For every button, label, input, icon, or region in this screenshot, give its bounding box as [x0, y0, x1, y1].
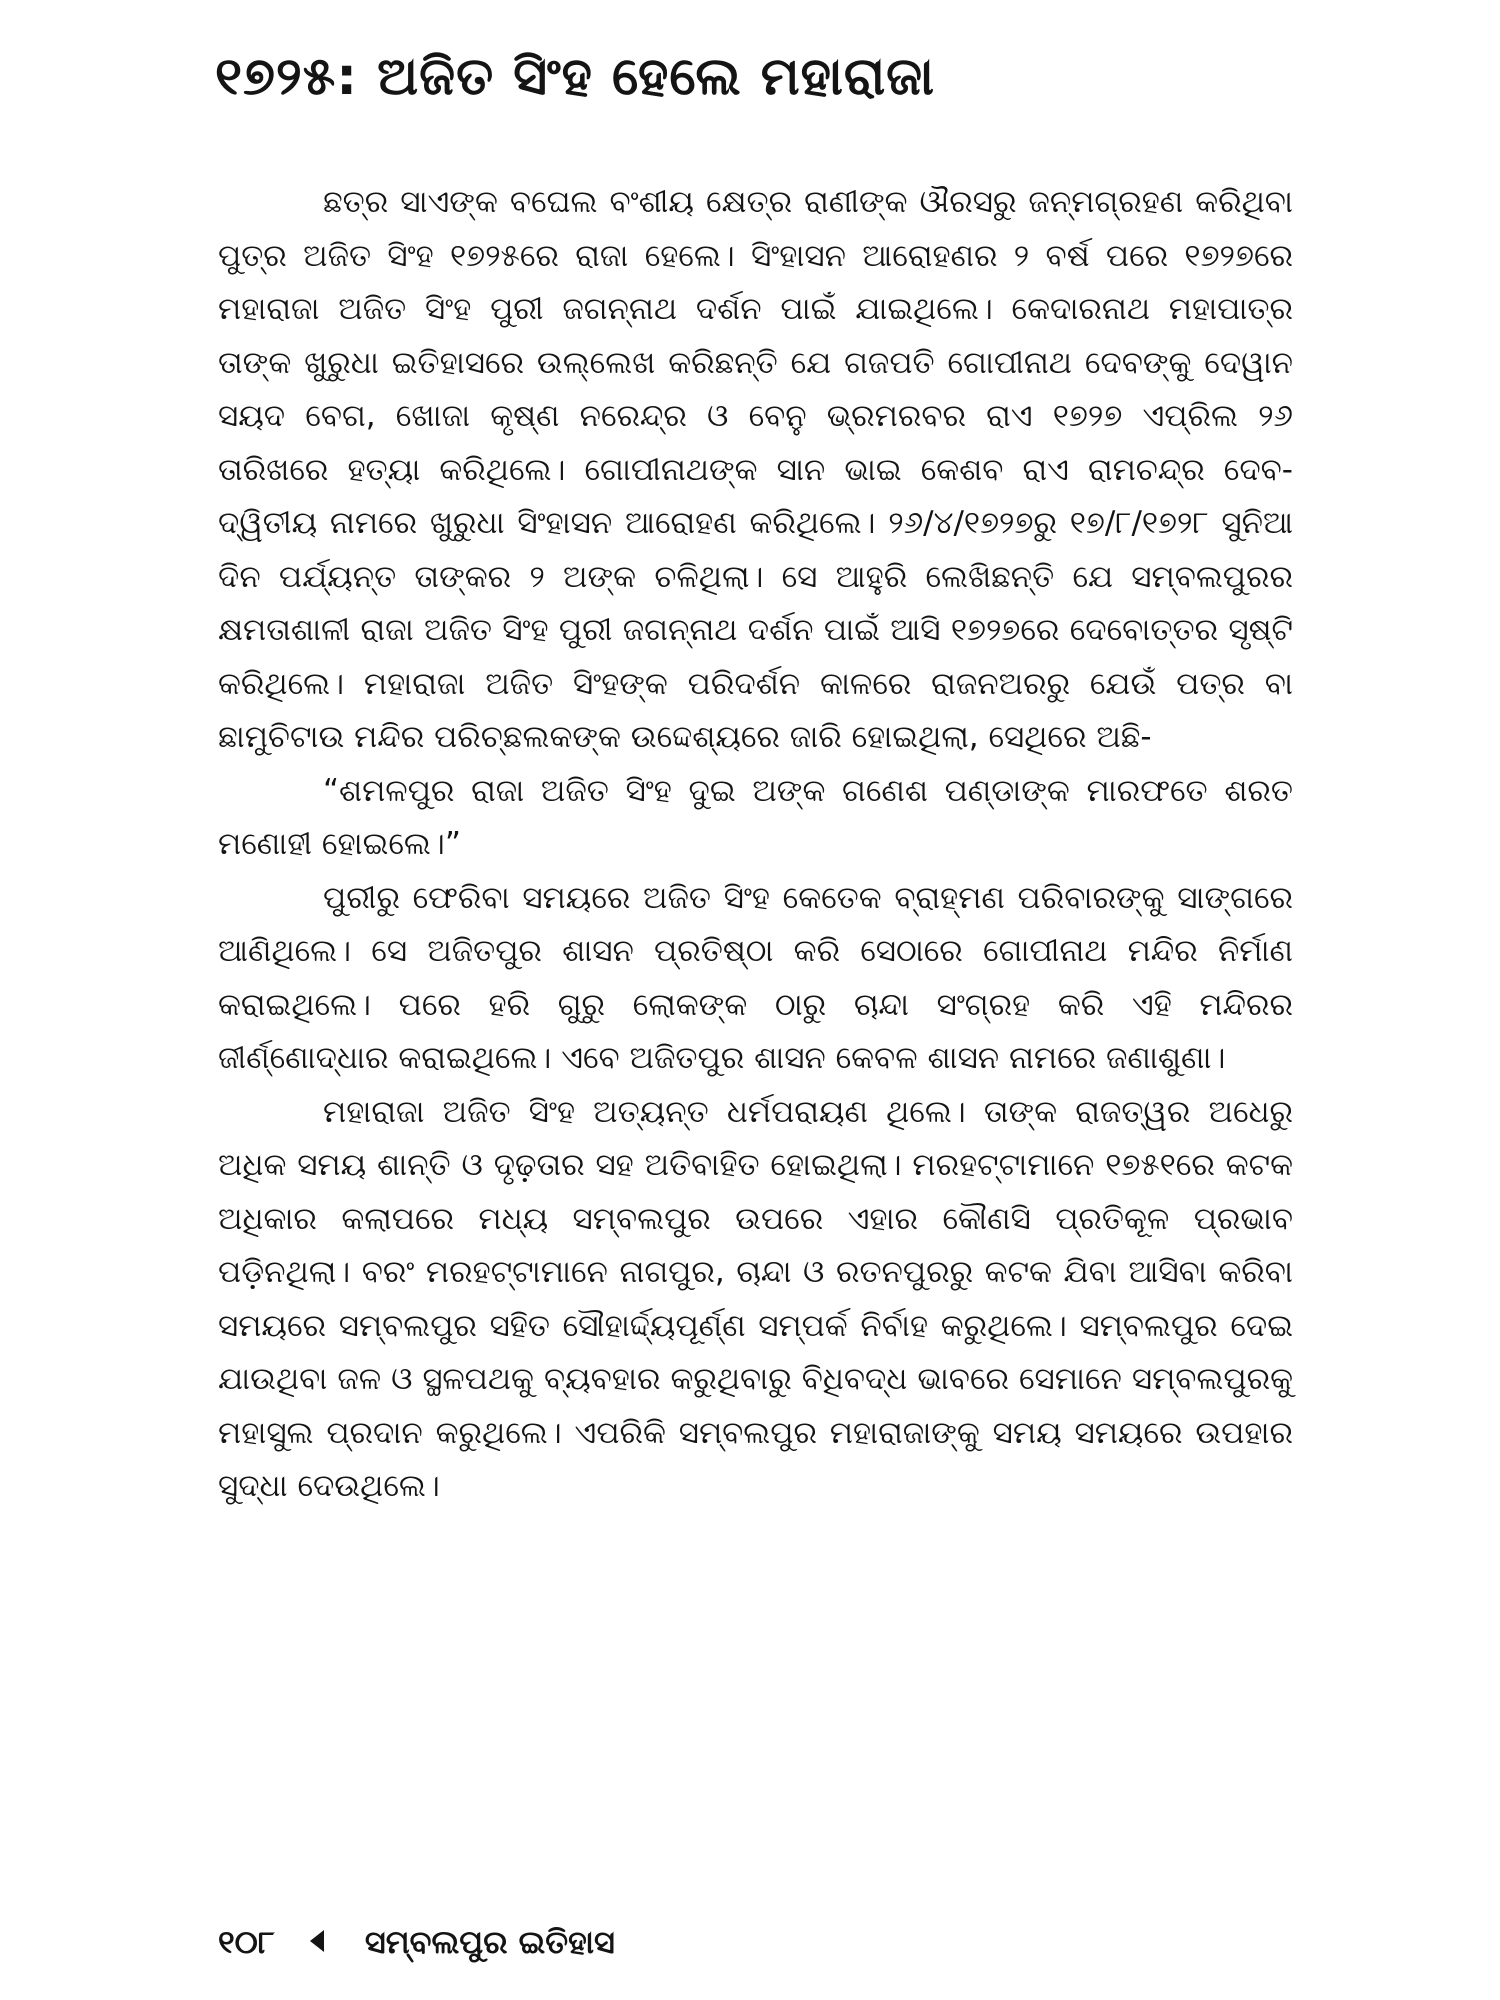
page-number: ୧୦୮	[218, 1923, 275, 1961]
paragraph-3: ମହାରାଜା ଅଜିତ ସିଂହ ଅତ୍ୟନ୍ତ ଧର୍ମପରାୟଣ ଥିଲେ। ତାଙ୍କ ରାଜତ୍ୱର ଅଧେରୁ ଅଧିକ ସମୟ ଶାନ୍ତି ଓ ଦୃଢ଼ତାର ସହ ଅତିବାହିତ ହୋଇଥିଲା। ମରହଟ୍ଟାମାନେ ୧୭୫୧ରେ କଟକ ଅଧିକାର କଲାପରେ ମଧ୍ୟ ସମ୍ବଲପୁର ଉପରେ ଏହାର କୌଣସି ପ୍ରତିକୂଳ ପ୍ରଭାବ ପଡ଼ିନଥିଲା। ବରଂ ମରହଟ୍ଟାମାନେ ନାଗପୁର, ଚାନ୍ଦା ଓ ରତନପୁରରୁ କଟକ ଯିବା ଆସିବା କରିବା ସମୟରେ ସମ୍ବଲପୁର ସହିତ ସୌହାର୍ଦ୍ଦ୍ୟପୂର୍ଣ୍ଣ ସମ୍ପର୍କ ନିର୍ବାହ କରୁଥିଲେ। ସମ୍ବଲପୁର ଦେଇ ଯାଉଥିବା ଜଳ ଓ ସ୍ଥଳପଥକୁ ବ୍ୟବହାର କରୁଥିବାରୁ ବିଧିବଦ୍ଧ ଭାବରେ ସେମାନେ ସମ୍ବଲପୁରକୁ ମହାସୁଲ ପ୍ରଦାନ କରୁଥିଲେ। ଏପରିକି ସମ୍ବଲପୁର ମହାରାଜାଙ୍କୁ ସମୟ ସମୟରେ ଉପହାର ସୁଦ୍ଧା ଦେଉଥିଲେ।	[218, 1093, 1293, 1504]
book-title: ସମ୍ବଲପୁର ଇତିହାସ	[364, 1923, 615, 1961]
paragraph-1: ଛତ୍ର ସାଏଙ୍କ ବଘେଲ ବଂଶୀୟ କ୍ଷେତ୍ର ରାଣୀଙ୍କ ଔରସରୁ ଜନ୍ମଗ୍ରହଣ କରିଥିବା ପୁତ୍ର ଅଜିତ ସିଂହ ୧୭୨୫ରେ ରାଜା ହେଲେ। ସିଂହାସନ ଆରୋହଣର ୨ ବର୍ଷ ପରେ ୧୭୨୭ରେ ମହାରାଜା ଅଜିତ ସିଂହ ପୁରୀ ଜଗନ୍ନାଥ ଦର୍ଶନ ପାଇଁ ଯାଇଥିଲେ। କେଦାରନାଥ ମହାପାତ୍ର ତାଙ୍କ ଖୁରୁଧା ଇତିହାସରେ ଉଲ୍ଲେଖ କରିଛନ୍ତି ଯେ ଗଜପତି ଗୋପୀନାଥ ଦେବଙ୍କୁ ଦେୱାନ ସୟଦ ବେଗ, ଖୋଜା କୃଷ୍ଣ ନରେନ୍ଦ୍ର ଓ ବେନୁ ଭ୍ରମରବର ରାଏ ୧୭୨୭ ଏପ୍ରିଲ ୨୬ ତାରିଖରେ ହତ୍ୟା କରିଥିଲେ। ଗୋପୀନାଥଙ୍କ ସାନ ଭାଇ କେଶବ ରାଏ ରାମଚନ୍ଦ୍ର ଦେବ- ଦ୍ୱିତୀୟ ନାମରେ ଖୁରୁଧା ସିଂହାସନ ଆରୋହଣ କରିଥିଲେ। ୨୬/୪/୧୭୨୭ରୁ ୧୭/୮/୧୭୨୮ ସୁନିଆ ଦିନ ପର୍ଯ୍ୟନ୍ତ ତାଙ୍କର ୨ ଅଙ୍କ ଚଳିଥିଲା। ସେ ଆହୁରି ଲେଖିଛନ୍ତି ଯେ ସମ୍ବଲପୁରର କ୍ଷମତାଶାଳୀ ରାଜା ଅଜିତ ସିଂହ ପୁରୀ ଜଗନ୍ନାଥ ଦର୍ଶନ ପାଇଁ ଆସି ୧୭୨୭ରେ ଦେବୋତ୍ତର ସୃଷ୍ଟି କରିଥିଲେ। ମହାରାଜା ଅଜିତ ସିଂହଙ୍କ ପରିଦର୍ଶନ କାଳରେ ରାଜନଅରରୁ ଯେଉଁ ପତ୍ର ବା ଛାମୁଚିଟାଉ ମନ୍ଦିର ପରିଚ୍ଛଲକଙ୍କ ଉଦ୍ଦେଶ୍ୟରେ ଜାରି ହୋଇଥିଲା, ସେଥିରେ ଅଛି-	[218, 184, 1293, 755]
page-title: ୧୭୨୫: ଅଜିତ ସିଂହ ହେଲେ ମହାରାଜା	[215, 47, 935, 107]
paragraph-2: ପୁରୀରୁ ଫେରିବା ସମୟରେ ଅଜିତ ସିଂହ କେତେକ ବ୍ରାହ୍ମଣ ପରିବାରଙ୍କୁ ସାଙ୍ଗରେ ଆଣିଥିଲେ। ସେ ଅଜିତପୁର ଶାସନ ପ୍ରତିଷ୍ଠା କରି ସେଠାରେ ଗୋପୀନାଥ ମନ୍ଦିର ନିର୍ମାଣ କରାଇଥିଲେ। ପରେ ହରି ଗୁରୁ ଲୋକଙ୍କ ଠାରୁ ଚାନ୍ଦା ସଂଗ୍ରହ କରି ଏହି ମନ୍ଦିରର ଜୀର୍ଣ୍ଣୋଦ୍ଧାର କରାଇଥିଲେ। ଏବେ ଅଜିତପୁର ଶାସନ କେବଳ ଶାସନ ନାମରେ ଜଣାଶୁଣା।	[218, 879, 1293, 1076]
quotation-paragraph: “ଶମଳପୁର ରାଜା ଅଜିତ ସିଂହ ଦୁଇ ଅଙ୍କ ଗଣେଶ ପଣ୍ଡାଙ୍କ ମାରଫତେ ଶରତ ମଣୋହୀ ହୋଇଲେ।”	[218, 772, 1293, 862]
triangle-left-icon	[310, 1930, 324, 1952]
article-body	[218, 176, 1293, 1514]
page-footer	[218, 1922, 615, 1962]
